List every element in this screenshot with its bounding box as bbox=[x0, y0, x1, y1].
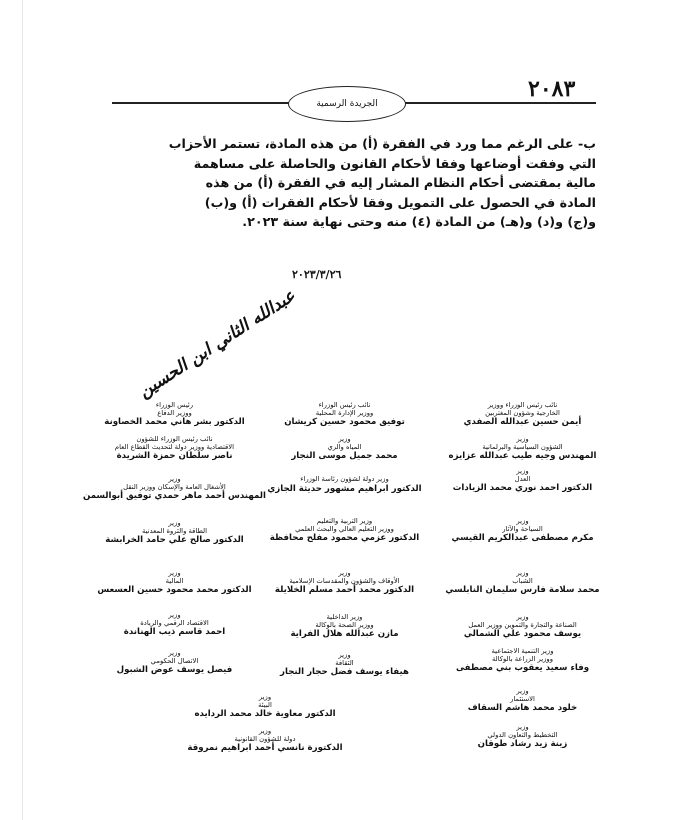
minister-name: ناصر سلطان حمزة الشريدة bbox=[116, 451, 233, 462]
minister-block bbox=[72, 476, 277, 501]
minister-name: الدكتورة نانسي أحمد ابراهيم نمروقة bbox=[187, 743, 343, 754]
minister-title: نائب رئيس الوزراء للشؤون الاقتصادية ووزير دولة لتحديث القطاع العام bbox=[114, 435, 235, 451]
minister-block bbox=[420, 518, 625, 543]
minister-name: فيصل يوسف عوض الشبول bbox=[116, 665, 233, 676]
minister-name: خلود محمد هاشم السقاف bbox=[467, 703, 578, 714]
minister-block bbox=[420, 468, 625, 493]
gazette-emblem bbox=[288, 86, 406, 122]
minister-title: وزير الصناعة والتجارة والتموين ووزير العمل bbox=[468, 613, 577, 629]
minister-title: وزير السياحة والآثار bbox=[502, 517, 543, 533]
text-line: و(ج) و(د) و(هـ) من المادة (٤) منه وحتى نهاية سنة ٢٠٢٣. bbox=[242, 214, 596, 229]
article-text bbox=[112, 134, 596, 232]
minister-name: مكرم مصطفى عبدالكريم القيسي bbox=[451, 533, 594, 544]
text-line: مالية بمقتضى أحكام النظام المشار إليه في الفقرة (أ) من هذه bbox=[205, 175, 596, 190]
minister-name: زينة زيد رشاد طوقان bbox=[477, 739, 568, 750]
minister-title: رئيس الوزراء ووزير الدفاع bbox=[155, 401, 194, 417]
minister-block bbox=[150, 728, 380, 753]
page-margin-line bbox=[22, 0, 23, 820]
minister-name: الدكتور محمد محمود حسين العسعس bbox=[97, 585, 252, 596]
royal-signature: عبدالله الثاني ابن الحسين bbox=[135, 285, 299, 403]
minister-name: الدكتور صالح علي حامد الخرابشة bbox=[105, 535, 244, 546]
minister-title: وزير دولة للشؤون القانونية bbox=[234, 727, 296, 743]
minister-title: وزير الاستثمار bbox=[510, 687, 535, 703]
minister-name: الدكتور احمد نوري محمد الزيادات bbox=[452, 483, 593, 494]
minister-block bbox=[72, 650, 277, 675]
minister-title: نائب رئيس الوزراء ووزير الإدارة المحلية bbox=[315, 401, 374, 417]
minister-block bbox=[150, 694, 380, 719]
minister-title: وزير البيئة bbox=[258, 693, 272, 709]
minister-name: مازن عبدالله هلال الفراية bbox=[290, 629, 399, 640]
minister-name: الدكتور معاوية خالد محمد الردايده bbox=[194, 709, 336, 720]
minister-name: توفيق محمود حسين كريشان bbox=[284, 417, 405, 428]
minister-name: يوسف محمود علي الشمالي bbox=[463, 629, 582, 640]
text-line: التي وفقت أوضاعها وفقا لأحكام القانون والحاصلة على مساهمة bbox=[193, 155, 596, 171]
minister-title: وزير الاقتصاد الرقمي والريادة bbox=[140, 611, 209, 627]
minister-name: الدكتور بشر هاني محمد الخصاونة bbox=[104, 417, 245, 428]
minister-title: وزير دولة لشؤون رئاسة الوزراء bbox=[300, 475, 389, 483]
minister-title: وزير الأوقاف والشؤون والمقدسات الإسلامية bbox=[289, 569, 400, 585]
minister-block bbox=[420, 402, 625, 427]
minister-title: وزير التنمية الاجتماعية ووزير الزراعة بالوكالة bbox=[491, 647, 554, 663]
minister-title: وزير المالية bbox=[165, 569, 184, 585]
minister-name: هيفاء يوسف فضل حجار النجار bbox=[280, 667, 409, 678]
minister-title: وزير الاتصال الحكومي bbox=[150, 649, 199, 665]
minister-title: وزير الثقافة bbox=[335, 651, 354, 667]
minister-block bbox=[420, 614, 625, 639]
minister-title: وزير الشباب bbox=[512, 569, 533, 585]
gazette-name: الجريدة الرسمية bbox=[316, 99, 378, 109]
minister-block bbox=[420, 648, 625, 673]
minister-block bbox=[420, 724, 625, 749]
minister-block bbox=[420, 436, 625, 461]
minister-block bbox=[72, 520, 277, 545]
decree-date: ٢٠٢٣/٣/٢٦ bbox=[292, 268, 342, 281]
minister-title: وزير التخطيط والتعاون الدولي bbox=[487, 723, 558, 739]
minister-title: وزير الأشغال العامة والإسكان ووزير النقل bbox=[123, 475, 226, 491]
minister-title: وزير الشؤون السياسية والبرلمانية bbox=[482, 435, 563, 451]
minister-name: المهندس وجيه طيب عبدالله عزايزه bbox=[448, 451, 597, 462]
minister-block bbox=[72, 570, 277, 595]
text-line: ب- على الرغم مما ورد في الفقرة (أ) من هذه المادة، تستمر الأحزاب bbox=[168, 136, 596, 151]
minister-name: محمد جميل موسى النجار bbox=[291, 451, 398, 462]
minister-name: احمد قاسم ذيب الهناندة bbox=[123, 627, 226, 638]
minister-title: وزير المياه والري bbox=[327, 435, 362, 451]
minister-block bbox=[72, 402, 277, 427]
minister-title: وزير الداخلية ووزير الصحة بالوكالة bbox=[315, 613, 374, 629]
minister-block bbox=[420, 570, 625, 595]
minister-name: المهندس أحمد ماهر حمدي توفيق أبوالسمن bbox=[83, 491, 266, 502]
minister-block bbox=[420, 688, 625, 713]
minister-name: أيمن حسين عبدالله الصفدي bbox=[463, 417, 582, 428]
minister-name: الدكتور عزمي محمود مفلح محافظة bbox=[269, 533, 420, 544]
minister-title: وزير التربية والتعليم ووزير التعليم العالي والبحث العلمي bbox=[295, 517, 394, 533]
minister-name: وفاء سعيد يعقوب بني مصطفى bbox=[455, 663, 590, 674]
minister-block bbox=[72, 612, 277, 637]
minister-title: نائب رئيس الوزراء ووزير الخارجية وشؤون المغتربين bbox=[485, 401, 560, 417]
minister-title: وزير الطاقة والثروة المعدنية bbox=[141, 519, 208, 535]
minister-name: محمد سلامة فارس سليمان النابلسي bbox=[445, 585, 600, 596]
minister-name: الدكتور ابراهيم مشهور حديثة الجازي bbox=[267, 483, 422, 494]
minister-block bbox=[72, 436, 277, 461]
minister-title: وزير العدل bbox=[514, 467, 531, 483]
text-line: المادة في الحصول على التمويل وفقا لأحكام الفقرات (أ) و(ب) bbox=[204, 194, 596, 210]
minister-name: الدكتور محمد أحمد مسلم الخلايلة bbox=[274, 585, 415, 596]
page-number: ٢٠٨٣ bbox=[528, 76, 576, 102]
